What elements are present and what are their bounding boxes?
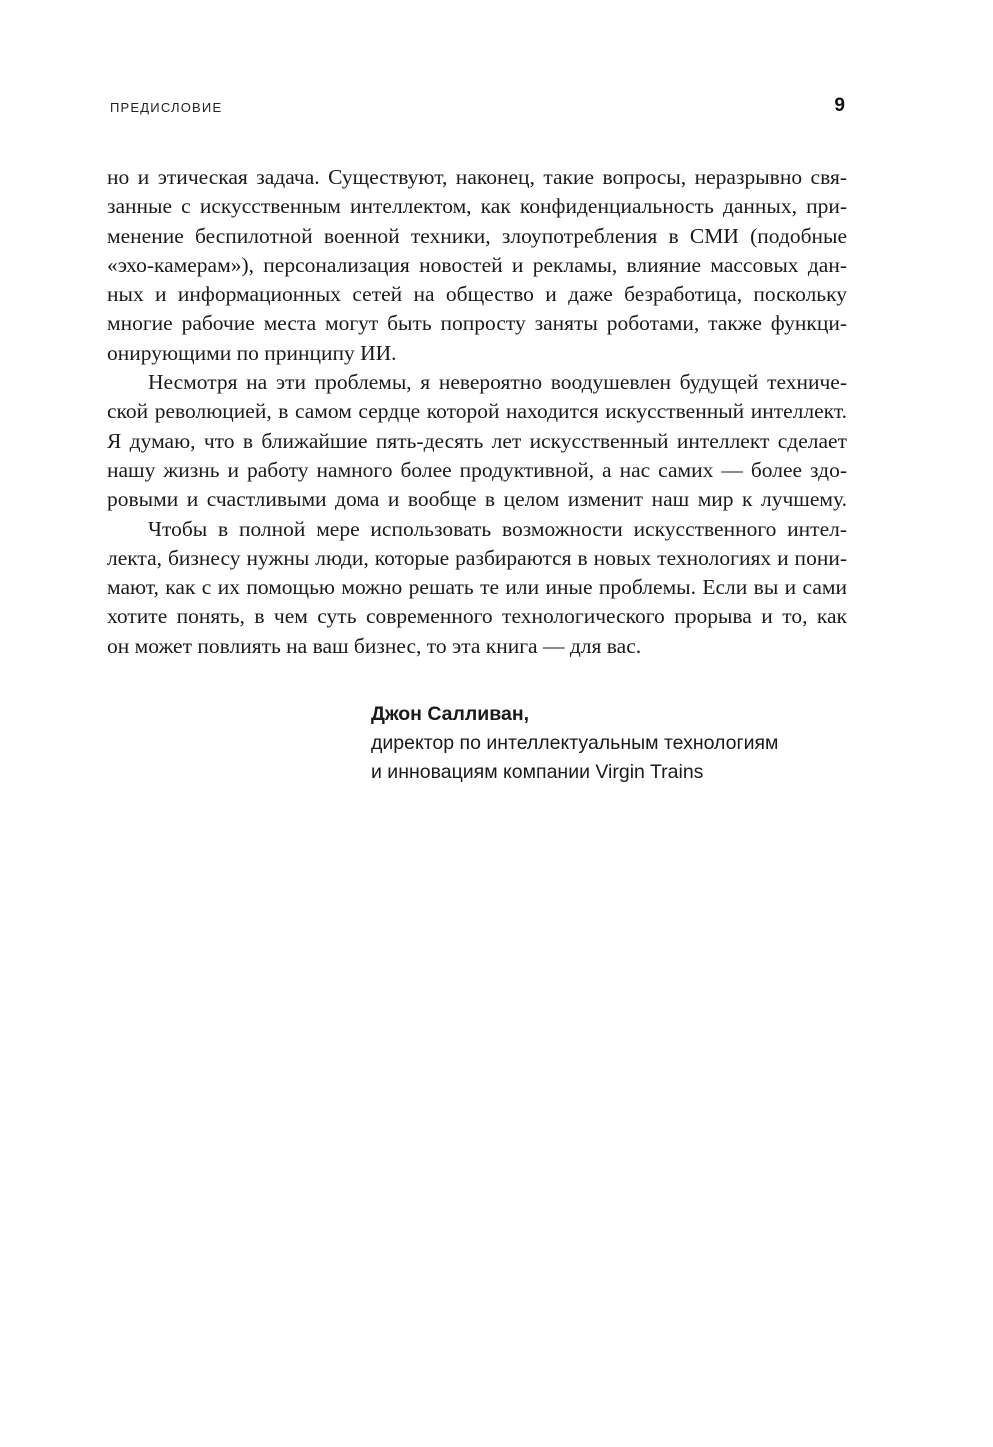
paragraph-line: «эхо-камерам»), персонализация новостей и рекламы, влияние массовых дан- xyxy=(107,252,847,277)
paragraph-line: Я думаю, что в ближайшие пять-десять лет искусственный интеллект сделает xyxy=(107,428,847,453)
paragraph-line: занные с искусственным интеллектом, как конфиденциальность данных, при- xyxy=(107,194,847,219)
author-name: Джон Салливан, xyxy=(371,703,530,725)
paragraph-line: ровыми и счастливыми дома и вообще в целом изменит наш мир к лучшему. xyxy=(107,487,847,512)
signature-block xyxy=(371,700,778,787)
page-number: 9 xyxy=(834,95,845,116)
paragraph-line: нашу жизнь и работу намного более продуктивной, а нас самих — более здо- xyxy=(107,457,847,482)
paragraph-line: многие рабочие места могут быть попросту заняты роботами, также функци- xyxy=(107,311,847,336)
paragraph-line: хотите понять, в чем суть современного технологического прорыва и то, как xyxy=(107,604,847,629)
paragraph-line: менение беспилотной военной техники, злоупотребления в СМИ (подобные xyxy=(107,223,847,248)
paragraph-line: ской революцией, в самом сердце которой находится искусственный интеллект. xyxy=(107,399,847,424)
body-text xyxy=(107,163,847,661)
paragraph-line: но и этическая задача. Существуют, наконец, такие вопросы, неразрывно свя- xyxy=(107,165,847,189)
paragraph-line: онирующими по принципу ИИ. xyxy=(107,340,397,365)
paragraph-line: Несмотря на эти проблемы, я невероятно воодушевлен будущей техниче- xyxy=(148,370,847,395)
paragraph-line: лекта, бизнесу нужны люди, которые разбираются в новых технологиях и пони- xyxy=(107,545,847,570)
paragraph-line: он может повлиять на ваш бизнес, то эта книга — для вас. xyxy=(107,633,642,658)
author-title-line-2: и инновациям компании Virgin Trains xyxy=(371,761,704,783)
paragraph-line: мают, как с их помощью можно решать те или иные проблемы. Если вы и сами xyxy=(107,575,847,600)
running-head: ПРЕДИСЛОВИЕ xyxy=(110,100,223,115)
paragraph-line: ных и информационных сетей на общество и даже безработица, поскольку xyxy=(107,282,847,307)
author-title-line-1: директор по интеллектуальным технологиям xyxy=(371,732,779,754)
paragraph-line: Чтобы в полной мере использовать возможности искусственного интел- xyxy=(148,516,847,541)
